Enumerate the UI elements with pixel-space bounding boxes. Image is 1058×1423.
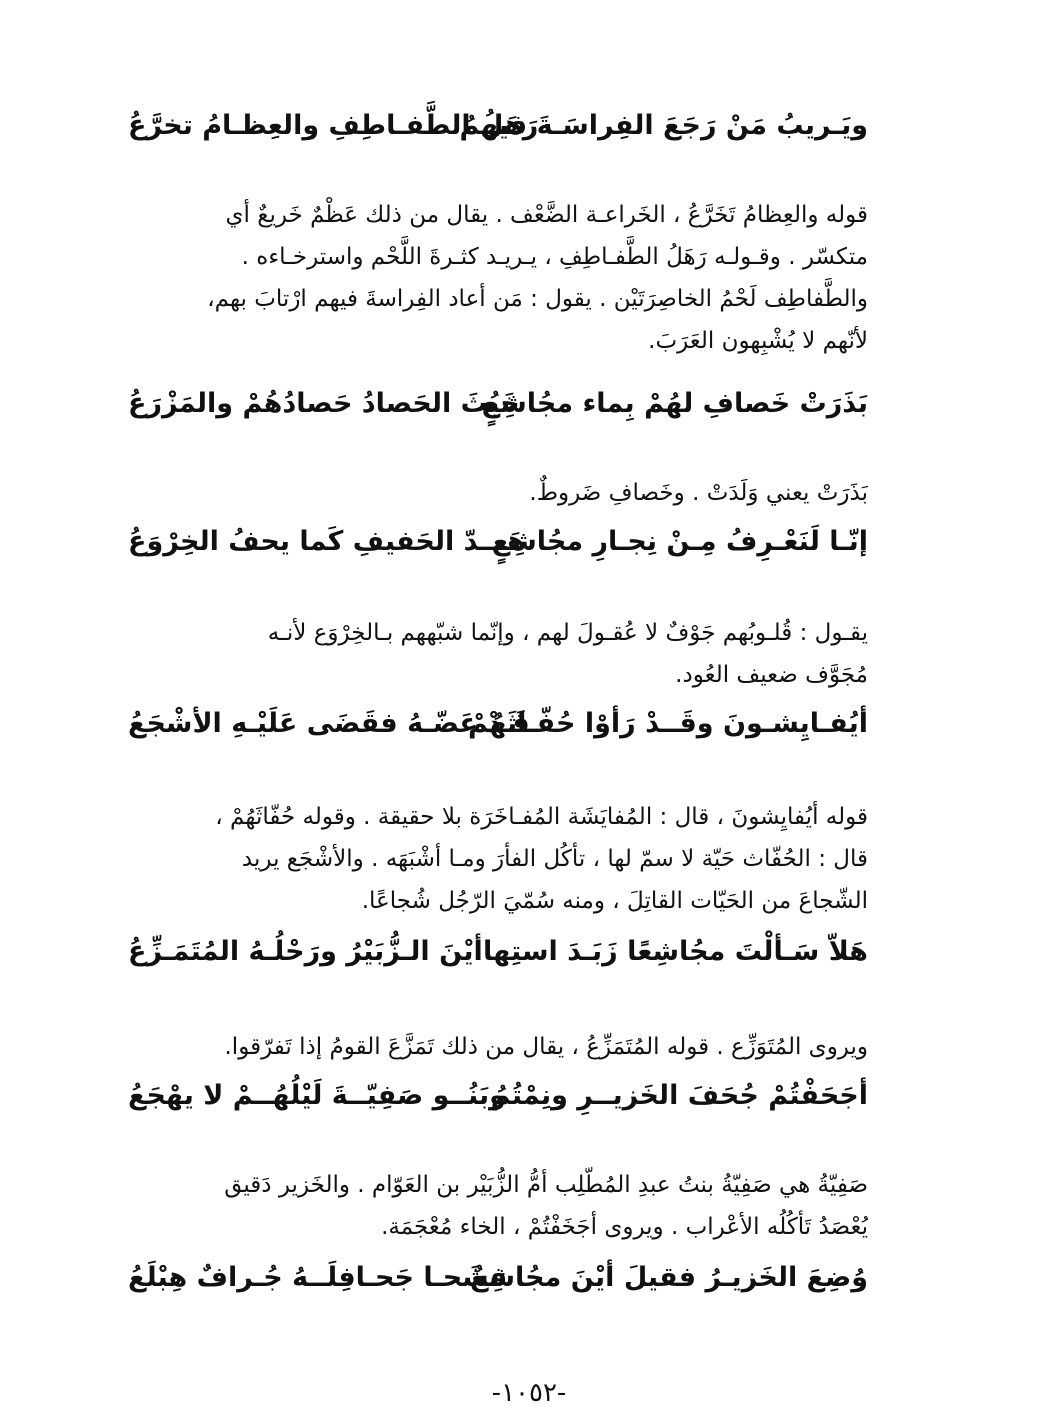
commentary-line: لأنّهم لا يُشْبِهون العَرَبَ. — [648, 328, 868, 354]
verse-first-hemistich: أيُفـايِشـونَ وقَــدْ رَأوْا حُفّـاثَهُمْ — [468, 708, 868, 739]
commentary-paragraph — [128, 1164, 868, 1248]
commentary-paragraph — [128, 612, 868, 696]
verse-line — [128, 382, 868, 426]
commentary-line: صَفِيّةُ هي صَفِيّةُ بنتُ عبدِ المُطّلِب أمُّ الزُّبَيْر بن العَوّام . والخَزير دَقيق — [224, 1172, 868, 1198]
commentary-paragraph — [128, 1026, 868, 1068]
verse-second-hemistich: أيْنَ الـزُّبَيْرُ ورَحْلُـهُ المُتَمَـزِّعُ — [128, 936, 483, 967]
verse-first-hemistich: إنّـا لَنَعْـرِفُ مِـنْ نِجـارِ مجُاشِعٍ — [491, 526, 868, 557]
verse-first-hemistich: وُضِعَ الخَزيـرُ فقيلَ أيْنَ مجُاشِعٌ — [470, 1262, 868, 1293]
verse-first-hemistich: هَلاّ سَـألْتَ مجُاشِعًا زَبَـدَ استِها — [482, 936, 868, 967]
verse-second-hemistich: فشَحـا جَحـافِلَــهُ جُـرافٌ هِبْلَعُ — [128, 1262, 508, 1293]
commentary-line: والطَّفاطِف لَحْمُ الخاصِرَتَيْن . يقول : مَن أعاد الفِراسةَ فيهم ارْتابَ بهم، — [207, 286, 868, 312]
verse-line — [128, 1256, 868, 1300]
commentary-line: بَذَرَتْ يعني وَلَدَتْ . وخَصافِ ضَروطٌ. — [529, 480, 868, 506]
verse-line — [128, 702, 868, 746]
verse-second-hemistich: قَـدْ عَضّـهُ فقَضَى عَلَيْـهِ الأشْجَعُ — [128, 708, 530, 739]
verse-line — [128, 104, 868, 148]
commentary-paragraph — [128, 796, 868, 922]
commentary-line: ويروى المُتَوَزِّع . قوله المُتَمَزِّعُ ، يقال من ذلك تَمَزَّعَ القومُ إذا تَفرّقوا. — [224, 1034, 868, 1060]
verse-second-hemistich: خَبُثَ الحَصادُ حَصادُهُمْ والمَزْرَعُ — [128, 388, 520, 419]
commentary-line: مُجَوَّف ضعيف العُود. — [675, 662, 868, 688]
verse-first-hemistich: ويَـريبُ مَنْ رَجَعَ الفِراسَـةَ فيهمُ — [459, 110, 868, 141]
commentary-line: قوله أيُفايِشونَ ، قال : المُفايَشَة المُفـاخَرَة بلا حقيقة . وقوله حُفّاثَهُمْ ، — [215, 804, 868, 830]
verse-line — [128, 1074, 868, 1118]
commentary-line: يُعْصَدُ تَأكُلُه الأعْراب . ويروى أجَخَفْتُمْ ، الخاء مُعْجَمَة. — [381, 1214, 868, 1240]
commentary-line: متكسّر . وقـولـه رَهَلُ الطَّفـاطِفِ ، يـريـد كثـرةَ اللَّحْم واسترخـاءه . — [241, 244, 868, 270]
verse-second-hemistich: رَهَلُ الطَّفـاطِفِ والعِظـامُ تخرَّعُ — [128, 110, 539, 141]
commentary-line: يقـول : قُلـوبُهم جَوْفٌ لا عُقـولَ لهم ، وإنّما شبّههم بـالخِرْوَع لأنـه — [267, 620, 868, 646]
commentary-line: قال : الحُفّاث حَيّة لا سمّ لها ، تأكُل الفأرَ ومـا أشْبَهَه . والأشْجَع يريد — [241, 846, 868, 872]
commentary-line: قوله والعِظامُ تَخَرَّعُ ، الخَراعـة الضَّعْف . يقال من ذلك عَظْمٌ خَريعٌ أي — [225, 202, 868, 228]
verse-second-hemistich: وبَنُــو صَفِيّــةَ لَيْلُهُــمْ لا يهْجَعُ — [128, 1080, 506, 1111]
verse-line — [128, 520, 868, 564]
verse-second-hemistich: هَـــدّ الحَفيفِ كَما يحفُ الخِرْوَعُ — [128, 526, 526, 557]
commentary-line: الشّجاعَ من الحَيّات القاتِلَ ، ومنه سُمّيَ الرّجُل شُجاعًا. — [361, 888, 868, 914]
commentary-paragraph — [128, 472, 868, 514]
commentary-paragraph — [128, 194, 868, 362]
verse-line — [128, 930, 868, 974]
page-number: -١٠٥٢- — [491, 1378, 567, 1408]
verse-first-hemistich: بَذَرَتْ خَصافِ لهُمْ بِماء مجُاشِعٍ — [481, 388, 868, 419]
verse-first-hemistich: أجَحَفْتُمْ جُحَفَ الخَزيــرِ ونِمْتُمُ — [490, 1080, 868, 1111]
